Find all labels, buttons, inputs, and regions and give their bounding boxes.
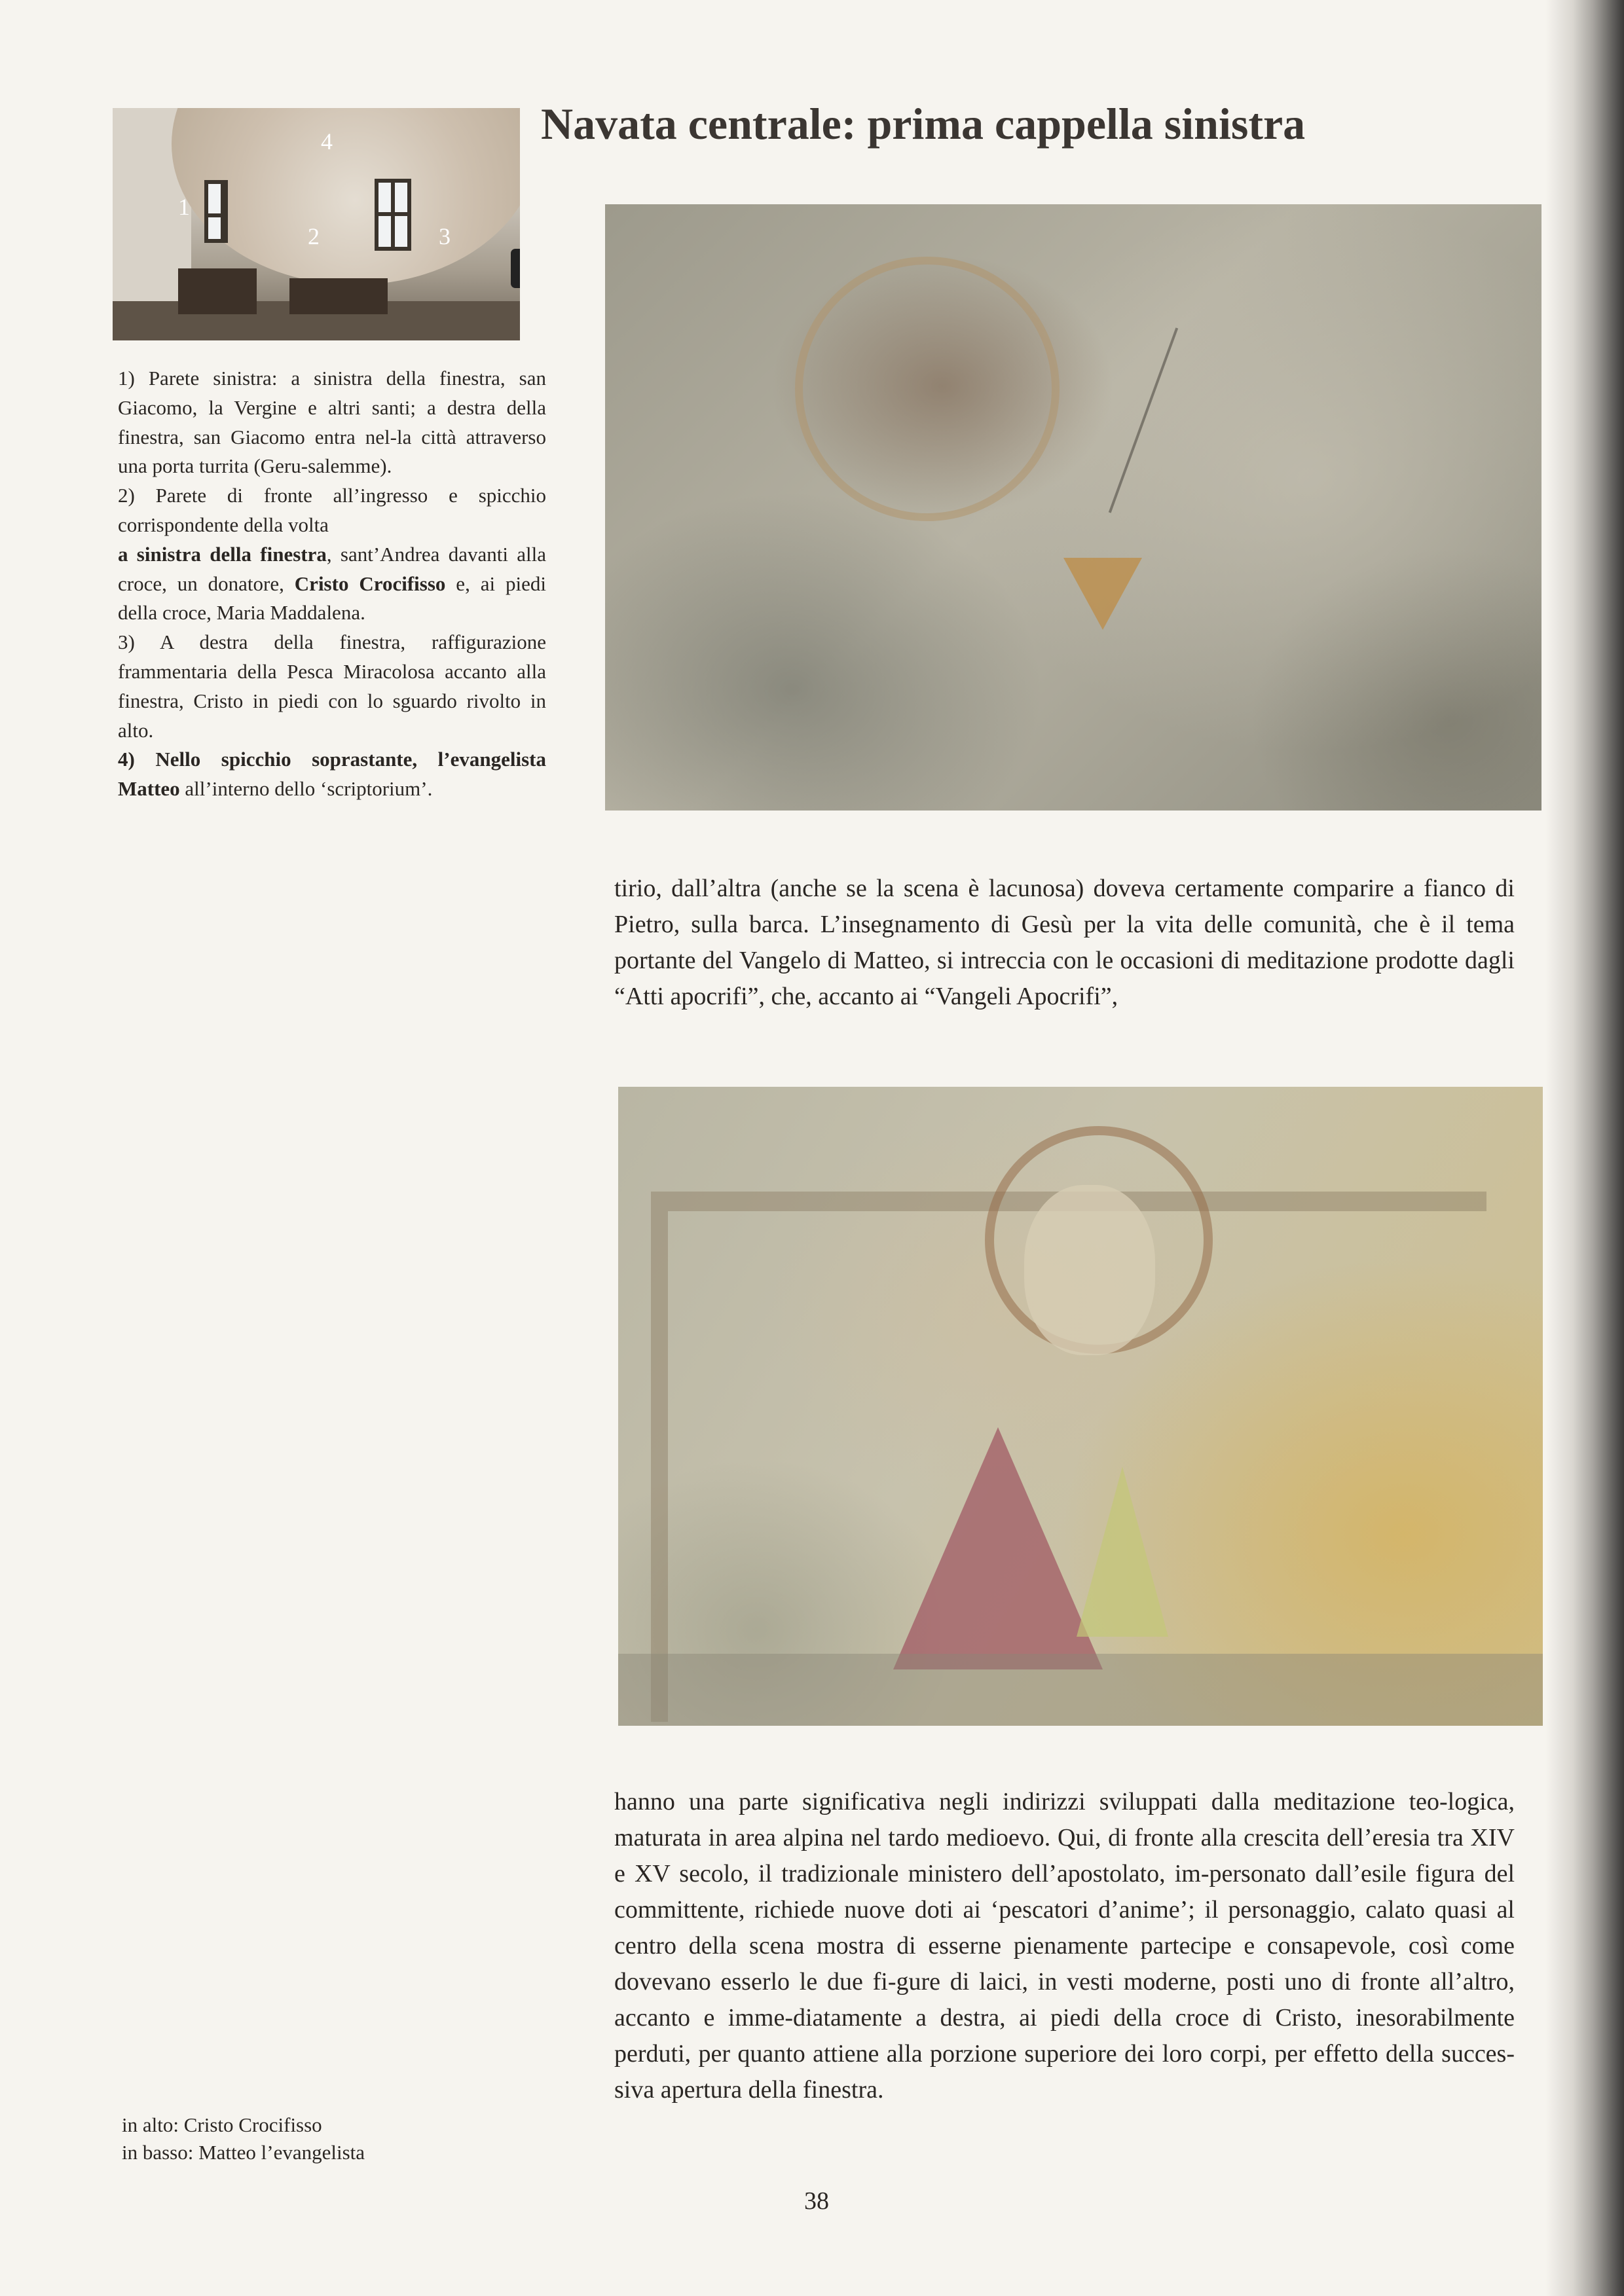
fresco-cristo-crocifisso [605,204,1541,811]
caption-line-bottom: in basso: Matteo l’evangelista [122,2141,365,2164]
legend-item-4: 4) Nello spicchio soprastante, l’evangelista Matteo all’interno dello ‘scriptorium’. [118,748,546,801]
thumbnail-label-4: 4 [321,128,333,155]
image-caption [122,2111,489,2166]
body-paragraph-1-text: tirio, dall’altra (anche se la scena è lacunosa) doveva certamente comparire a fianco di Pietro, sulla barca. L’insegnamento di Gesù per la vita delle comunità, che è il tema portante del Vangelo di Matteo, si intreccia con le occasioni di meditazione prodotte dagli “Atti apocrifi”, che, accanto ai “Vangeli Apocrifi”, [614,875,1515,1010]
fresco-ochre-fragment [1063,558,1142,630]
legend-item-2: 2) Parete di fronte all’ingresso e spicchio corrispondente della volta a sinistra della finestra, sant’Andrea davanti alla croce, un donatore, Cristo Crocifisso e, ai piedi della croce, Maria Maddalena. [118,484,546,625]
thumbnail-left-window [204,180,228,243]
fresco-matteo-evangelista [618,1087,1543,1726]
thumbnail-window [375,179,411,251]
body-paragraph-2-text: hanno una parte significativa negli indirizzi sviluppati dalla meditazione teo-logica, maturata in area alpina nel tardo medioevo. Qui, di fronte alla crescita dell’eresia tra XIV e XV secolo, il tradizionale ministero dell’apostolato, im-personato dall’esile figura del committente, richiede nuove doti ai ‘pescatori d’anime’; il personaggio, calato quasi al centro della scena mostra di esserne pienamente partecipe e consapevole, così come dovevano esserlo le due fi-gure di laici, in vesti moderne, posti uno di fronte all’altro, accanto e imme-diatamente a destra, ai piedi della croce di Cristo, inesorabilmente perduti, per quanto attiene alla porzione superiore dei loro corpi, per effetto della succes-siva apertura della finestra. [614,1788,1515,2104]
body-paragraph-2 [614,1784,1515,2108]
fresco-green-robe [1077,1467,1168,1637]
fresco-crack [1109,327,1178,513]
legend-item-3: 3) A destra della finestra, raffigurazione frammentaria della Pesca Miracolosa accanto alla finestra, Cristo in piedi con lo sguardo rivolto in alto. [118,630,546,742]
thumbnail-label-1: 1 [178,194,190,220]
chapel-legend [118,364,546,804]
fresco-halo [795,257,1060,521]
thumbnail-pew [178,268,257,314]
thumbnail-label-2: 2 [308,223,320,249]
caption-line-top: in alto: Cristo Crocifisso [122,2113,322,2136]
chapel-thumbnail-photo [113,108,520,340]
fresco-lower-band [618,1654,1543,1726]
fresco-face [1024,1185,1155,1355]
thumbnail-label-3: 3 [439,223,451,249]
page-title: Navata centrale: prima cappella sinistra [541,99,1306,149]
fresco-red-robe [893,1427,1103,1669]
book-spine-shadow [1545,0,1624,2296]
thumbnail-pew [289,278,388,314]
page-number: 38 [804,2187,829,2215]
thumbnail-edge [511,249,520,288]
body-paragraph-1 [614,871,1515,1015]
legend-item-1: 1) Parete sinistra: a sinistra della finestra, san Giacomo, la Vergine e altri santi; a destra della finestra, san Giacomo entra nel-la città attraverso una porta turrita (Geru-salemme). [118,367,546,478]
